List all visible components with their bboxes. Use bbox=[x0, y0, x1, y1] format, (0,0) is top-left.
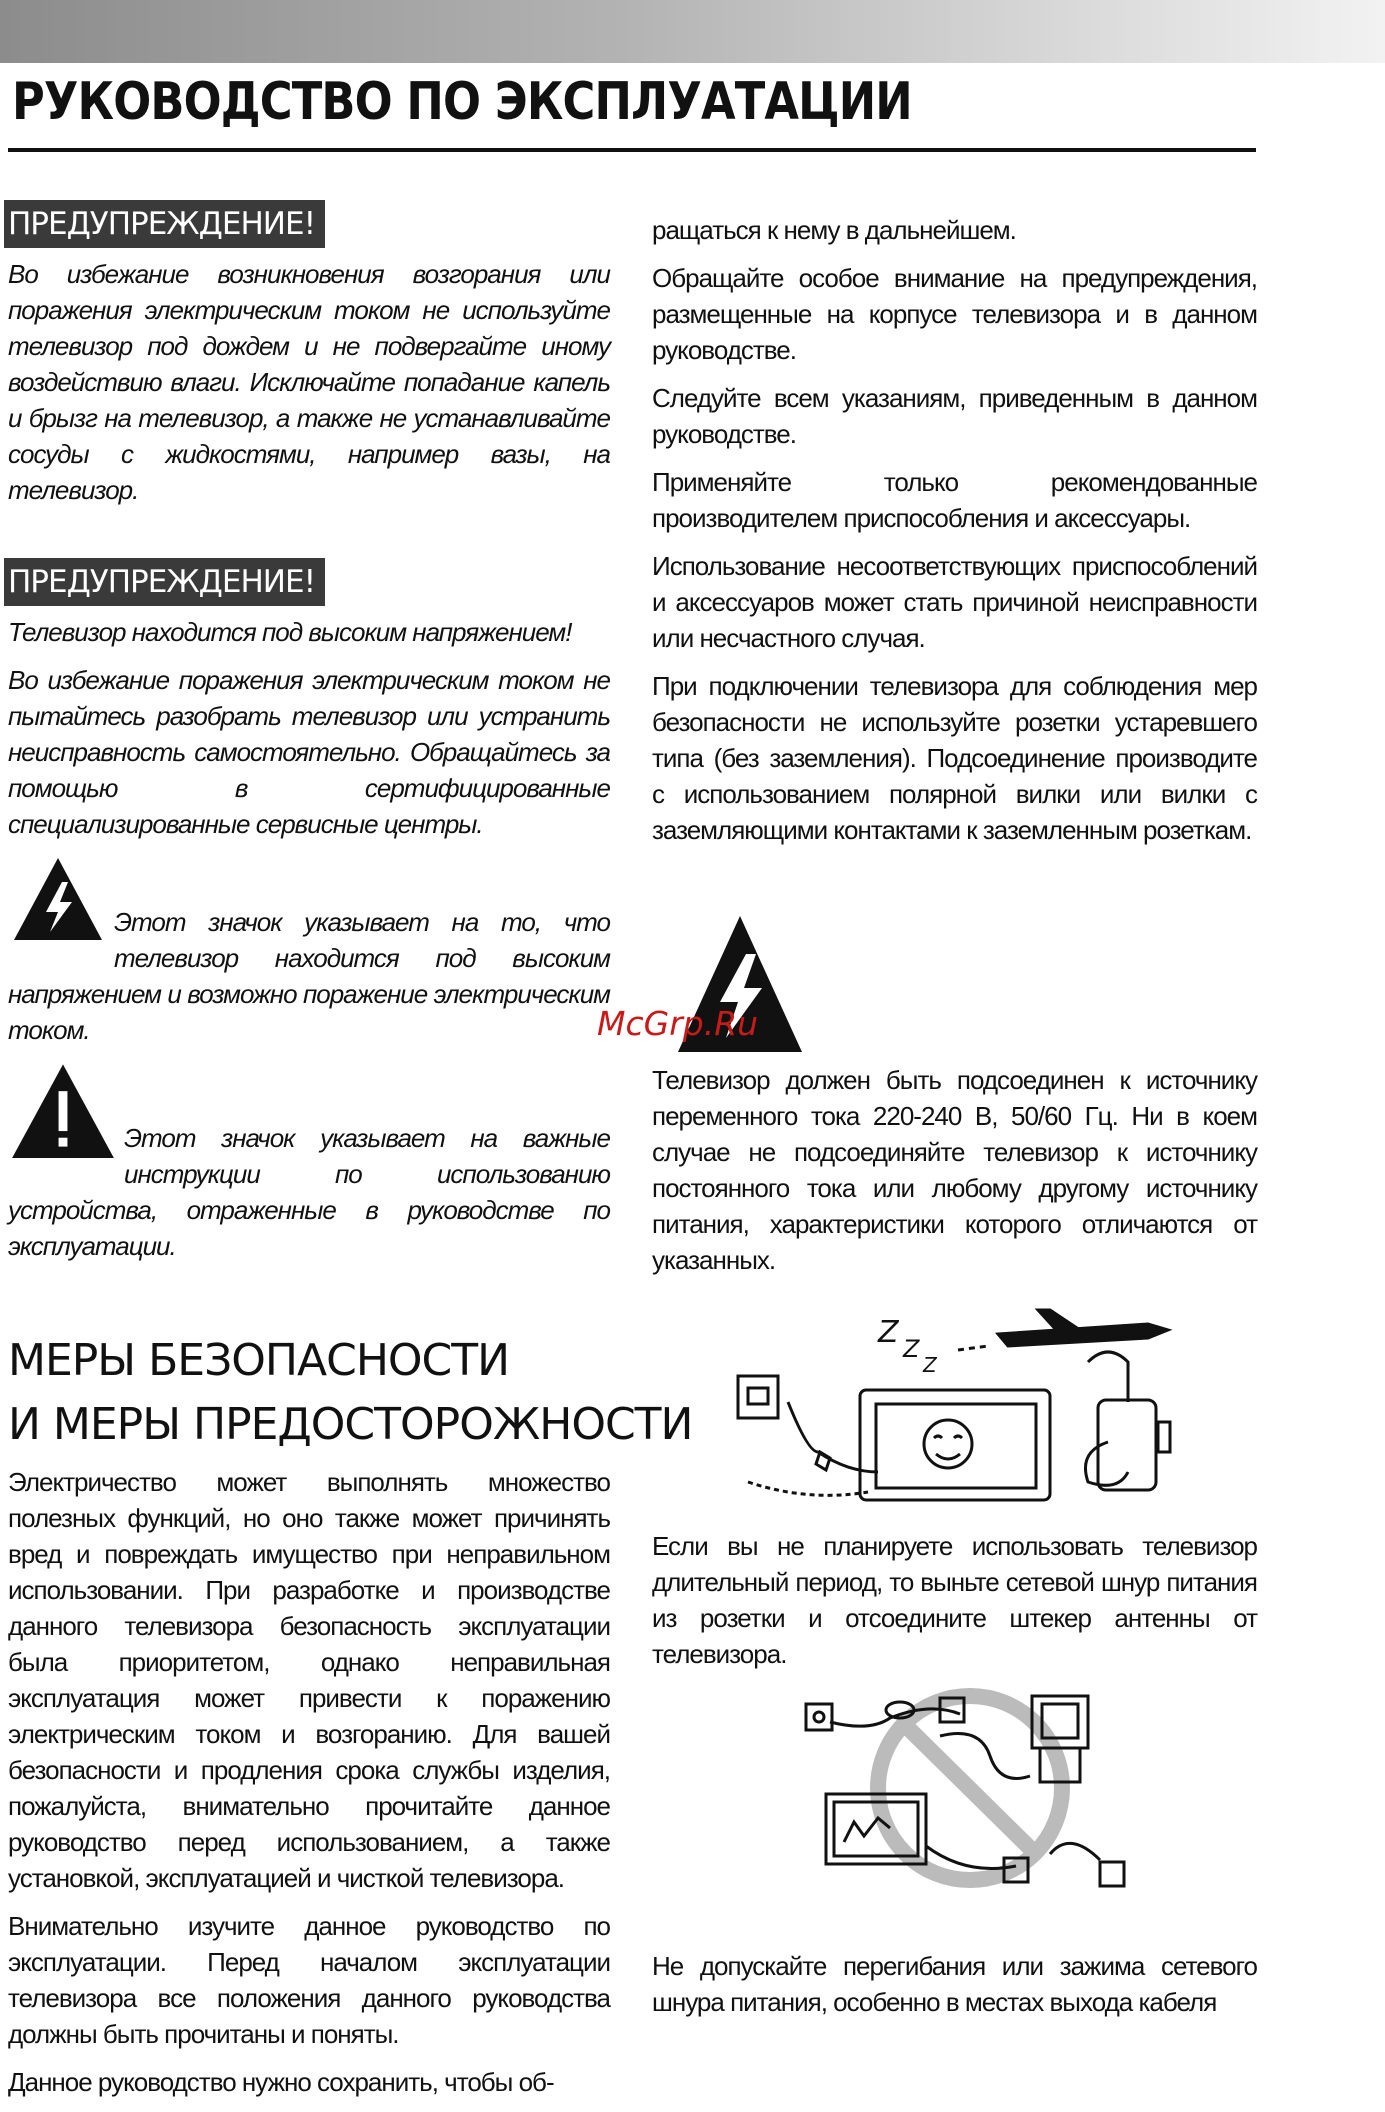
section-heading-line2: И МЕРЫ ПРЕДОСТОРОЖНОСТИ bbox=[8, 1399, 693, 1450]
svg-text:Z: Z bbox=[903, 1335, 920, 1363]
warning-label-2: ПРЕДУПРЕЖДЕНИЕ! bbox=[4, 558, 325, 606]
warning-label-1: ПРЕДУПРЕЖДЕНИЕ! bbox=[4, 200, 325, 248]
attention-icon-text: Этот значок указывает на важные инструкции по использованию устройства, отраженные в руководстве по эксплуатации. bbox=[8, 1123, 610, 1261]
right-paragraph-8: Не допускайте перегибания или зажима сетевого шнура питания, особенно в местах выхода кабеля bbox=[652, 1951, 1257, 2017]
warning-subtitle-2: Телевизор находится под высоким напряжением! bbox=[8, 617, 572, 647]
unplug-tv-illustration bbox=[728, 1302, 1188, 1512]
warning-text-2: Во избежание поражения электрическим током не пытайтесь разобрать телевизор или устранить неисправность самостоятельно. Обращайтесь за помощью в сертифицированные специализированные сервисные центры. bbox=[8, 665, 610, 839]
right-column bbox=[652, 212, 1257, 860]
watermark: McGrp.Ru bbox=[597, 1004, 759, 1043]
svg-text:Z: Z bbox=[923, 1353, 937, 1377]
right-column-lower-3 bbox=[652, 1948, 1257, 2032]
page-title: РУКОВОДСТВО ПО ЭКСПЛУАТАЦИИ bbox=[12, 72, 912, 132]
right-paragraph-6: Телевизор должен быть подсоединен к источнику переменного тока 220-240 В, 50/60 Гц. Ни в коем случае не подсоединяйте телевизор к источнику постоянного тока или любому другому источнику питания, характеристики которого отличаются от указанных. bbox=[652, 1065, 1257, 1275]
safety-paragraph-2: Внимательно изучите данное руководство по эксплуатации. Перед началом эксплуатации телевизора все положения данного руководства должны быть прочитаны и поняты. bbox=[8, 1911, 610, 2049]
safety-paragraph-1: Электричество может выполнять множество полезных функций, но оно также может причинять вред и повреждать имущество при неправильном использовании. При разработке и производстве данного телевизора безопасность эксплуатации была приоритетом, однако неправильная эксплуатация может привести к поражению электрическим током и возгоранию. Для вашей безопасности и продления срока службы изделия, пожалуйста, внимательно прочитайте данное руководство перед использованием, а также установкой, эксплуатацией и чисткой телевизора. bbox=[8, 1467, 610, 1893]
right-paragraph-5: При подключении телевизора для соблюдения мер безопасности не используйте розетки устаревшего типа (без заземления). Подсоединение производите с использованием полярной вилки или вилки с заземляющими контактами к заземленным розеткам. bbox=[652, 671, 1257, 845]
warning-text-1: Во избежание возникновения возгорания или поражения электрическим током не используйте телевизор под дождем и не подвергайте иному воздействию влаги. Исключайте попадание капель и брызг на телевизор, а также не устанавливайте сосуды с жидкостями, например вазы, на телевизор. bbox=[8, 259, 610, 505]
title-rule bbox=[8, 148, 1256, 152]
high-voltage-warning-icon bbox=[12, 856, 104, 942]
attention-icon-note bbox=[8, 1060, 610, 1264]
svg-text:Z: Z bbox=[878, 1315, 899, 1350]
right-paragraph-0: ращаться к нему в дальнейшем. bbox=[652, 215, 1016, 245]
right-paragraph-4: Использование несоответствующих приспособлений и аксессуаров может стать причиной неисправности или несчастного случая. bbox=[652, 551, 1257, 653]
exclamation-warning-icon bbox=[12, 1062, 114, 1158]
voltage-icon-note bbox=[8, 854, 610, 1048]
voltage-icon-text: Этот значок указывает на то, что телевизор находится под высоким напряжением и возможно поражение электрическим током. bbox=[8, 907, 610, 1045]
right-paragraph-1: Обращайте особое внимание на предупреждения, размещенные на корпусе телевизора и в данном руководстве. bbox=[652, 263, 1257, 365]
right-column-lower bbox=[652, 1062, 1257, 1290]
no-cable-damage-illustration bbox=[800, 1686, 1130, 1891]
right-column-lower-2 bbox=[652, 1528, 1257, 1684]
right-paragraph-7: Если вы не планируете использовать телевизор длительный период, то выньте сетевой шнур питания из розетки и отсоедините штекер антенны от телевизора. bbox=[652, 1531, 1257, 1669]
section-heading-line1: МЕРЫ БЕЗОПАСНОСТИ bbox=[8, 1335, 510, 1386]
right-paragraph-3: Применяйте только рекомендованные производителем приспособления и аксессуары. bbox=[652, 467, 1257, 533]
safety-paragraph-3: Данное руководство нужно сохранить, чтобы об- bbox=[8, 2067, 554, 2097]
right-paragraph-2: Следуйте всем указаниям, приведенным в данном руководстве. bbox=[652, 383, 1257, 449]
header-band bbox=[0, 0, 1385, 63]
